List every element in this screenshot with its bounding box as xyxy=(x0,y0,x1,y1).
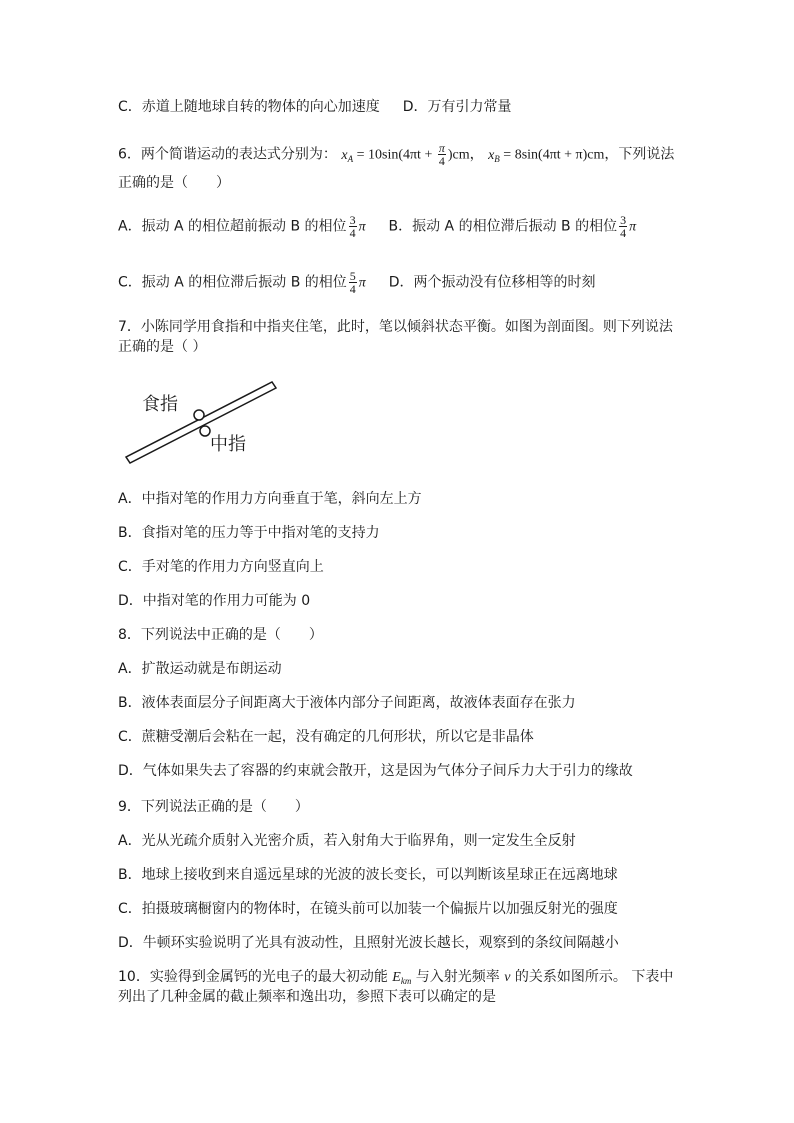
xa-frac: $\frac{\pi}{4}$ xyxy=(438,141,445,168)
q5-option-c: C．赤道上随地球自转的物体的向心加速度 xyxy=(118,99,380,115)
q9-option-b: B．地球上接收到来自遥远星球的光波的波长变长，可以判断该星球正在远离地球 xyxy=(118,867,618,883)
xb-var: $x_B$ xyxy=(488,147,500,164)
label-middle-finger: 中指 xyxy=(210,434,246,455)
xa-expr-post: )cm xyxy=(447,147,470,163)
q6-stem-line1 xyxy=(118,142,674,170)
q10-stem-c: 的关系如图所示。 下表中 xyxy=(510,969,674,985)
q8-option-d: D．气体如果失去了容器的约束就会散开，这是因为气体分子间斥力大于引力的缘故 xyxy=(118,763,633,779)
q9-option-c: C．拍摄玻璃橱窗内的物体时，在镜头前可以加装一个偏振片以加强反射光的强度 xyxy=(118,901,618,917)
label-index-finger: 食指 xyxy=(142,394,178,415)
q6-options-ab: A．振动 A 的相位超前振动 B 的相位 $\frac{3}{4}$ π B．振动 A 的相位滞后振动 B 的相位 $\frac{3}{4}$ π xyxy=(118,213,637,240)
q6-option-b-frac: $\frac{3}{4}$ xyxy=(620,213,627,240)
q6-stem-a: 6．两个简谐运动的表达式分别为： xyxy=(118,146,337,163)
q6-stem-line2: 正确的是（ ） xyxy=(118,175,230,191)
q9-option-d: D．牛顿环实验说明了光具有波动性，且照射光波长越长，观察到的条纹间隔越小 xyxy=(118,935,619,951)
q8-stem: 8．下列说法中正确的是（ ） xyxy=(118,627,323,643)
q8-option-c: C．蔗糖受潮后会粘在一起，没有确定的几何形状，所以它是非晶体 xyxy=(118,729,534,745)
q9-option-a: A．光从光疏介质射入光密介质，若入射角大于临界角，则一定发生全反射 xyxy=(118,833,576,849)
q6-option-c-frac: $\frac{5}{4}$ xyxy=(349,269,356,296)
q7-option-b: B．食指对笔的压力等于中指对笔的支持力 xyxy=(118,525,380,541)
q5-options xyxy=(118,96,511,118)
index-finger-circle xyxy=(194,410,204,420)
q7-option-d: D．中指对笔的作用力可能为 0 xyxy=(118,593,311,609)
q7-stem-line1: 7．小陈同学用食指和中指夹住笔，此时，笔以倾斜状态平衡。如图为剖面图。则下列说法 xyxy=(118,319,673,335)
q5-option-d: D．万有引力常量 xyxy=(402,99,512,115)
xa-expr-mid: = 10sin(4πt + xyxy=(353,147,436,163)
q8-option-a: A．扩散运动就是布朗运动 xyxy=(118,661,282,677)
q6-option-a-frac: $\frac{3}{4}$ xyxy=(349,213,356,240)
q6-options-cd: C．振动 A 的相位滞后振动 B 的相位 $\frac{5}{4}$ π D．两个振动没有位移相等的时刻 xyxy=(118,269,596,296)
q6-option-c: C．振动 A 的相位滞后振动 B 的相位 xyxy=(118,274,347,291)
q9-stem: 9．下列说法正确的是（ ） xyxy=(118,799,309,815)
xa-var: $x_A$ xyxy=(341,147,354,164)
q10-stem-b: 与入射光频率 xyxy=(411,969,505,985)
xb-expr: = 8sin(4πt + π)cm xyxy=(499,147,605,163)
q10-stem-a: 10．实验得到金属钙的光电子的最大初动能 xyxy=(118,969,393,985)
nu-symbol: ν xyxy=(504,970,511,985)
ekm-symbol: $E_{km}$ xyxy=(392,970,412,986)
q6-option-d: D．两个振动没有位移相等的时刻 xyxy=(388,274,596,291)
q6-option-b: B．振动 A 的相位滞后振动 B 的相位 xyxy=(388,218,618,235)
pen-finger-diagram xyxy=(118,378,288,470)
q6-option-a: A．振动 A 的相位超前振动 B 的相位 xyxy=(118,218,347,235)
q6-stem-b: ，下列说法 xyxy=(604,146,675,163)
q7-stem-line2: 正确的是（ ） xyxy=(118,339,207,355)
q7-option-a: A．中指对笔的作用力方向垂直于笔，斜向左上方 xyxy=(118,491,422,507)
q8-option-b: B．液体表面层分子间距离大于液体内部分子间距离，故液体表面存在张力 xyxy=(118,695,576,711)
q6-sep: ， xyxy=(469,146,484,163)
q7-option-c: C．手对笔的作用力方向竖直向上 xyxy=(118,559,324,575)
middle-finger-circle xyxy=(200,426,210,436)
q10-stem-line2: 列出了几种金属的截止频率和逸出功，参照下表可以确定的是 xyxy=(118,989,496,1005)
